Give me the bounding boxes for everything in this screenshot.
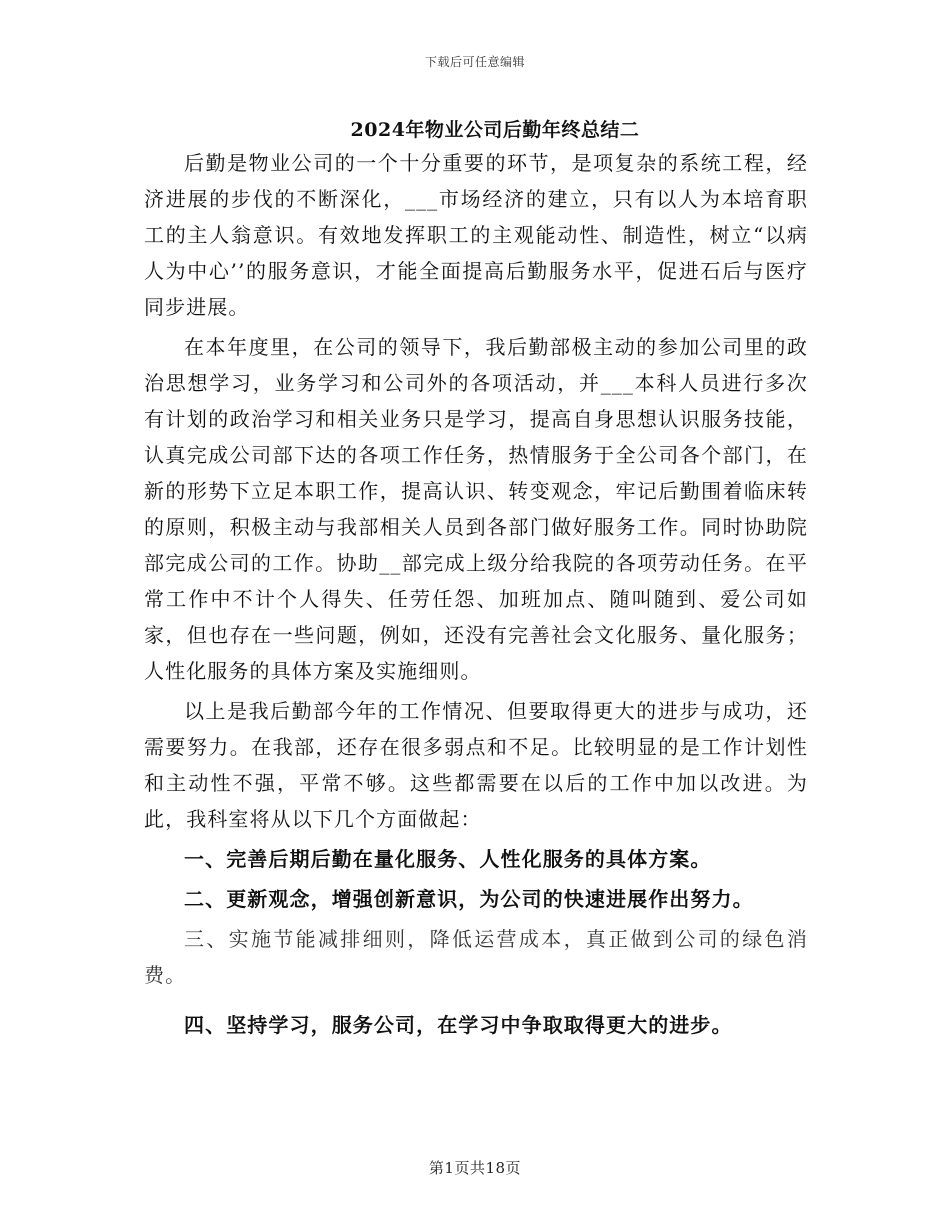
list-item-2: 二、更新观念，增强创新意识，为公司的快速进展作出努力。	[184, 887, 754, 911]
paragraph-2: 在本年度里，在公司的领导下，我后勤部极主动的参加公司里的政治思想学习，业务学习和公司外的各项活动，并___本科人员进行多次有计划的政治学习和相关业务只是学习，提高自身思想认识服务技能，认真完成公司部下达的各项工作任务，热情服务于全公司各个部门，在新的形势下立足本职工作，提高认识、转变观念，牢记后勤围着临床转的原则，积极主动与我部相关人员到各部门做好服务工作。同时协助院部完成公司的工作。协助__部完成上级分给我院的各项劳动任务。在平常工作中不计个人得失、任劳任怨、加班加点、随叫随到、爱公司如家，但也存在一些问题，例如，还没有完善社会文化服务、量化服务；人性化服务的具体方案及实施细则。	[144, 335, 808, 683]
list-item-1: 一、完善后期后勤在量化服务、人性化服务的具体方案。	[184, 847, 712, 871]
list-item-4: 四、坚持学习，服务公司，在学习中争取取得更大的进步。	[184, 1013, 733, 1037]
document-body	[144, 145, 808, 1043]
paragraph-3: 以上是我后勤部今年的工作情况、但要取得更大的进步与成功，还需要努力。在我部，还存在很多弱点和不足。比较明显的是工作计划性和主动性不强，平常不够。这些都需要在以后的工作中加以改进。为此，我科室将从以下几个方面做起：	[144, 699, 808, 831]
list-item-3: 三、实施节能减排细则，降低运营成本，真正做到公司的绿色消费。	[144, 927, 808, 987]
header-note: 下载后可任意编辑	[424, 55, 525, 69]
document-title: 2024年物业公司后勤年终总结二	[350, 119, 640, 141]
page-number: 第1页共18页	[428, 1159, 522, 1177]
paragraph-1: 后勤是物业公司的一个十分重要的环节，是项复杂的系统工程，经济进展的步伐的不断深化，___市场经济的建立，只有以人为本培育职工的主人翁意识。有效地发挥职工的主观能动性、制造性，树立“以病人为中心’’的服务意识，才能全面提高后勤服务水平，促进石后与医疗同步进展。	[144, 151, 808, 319]
